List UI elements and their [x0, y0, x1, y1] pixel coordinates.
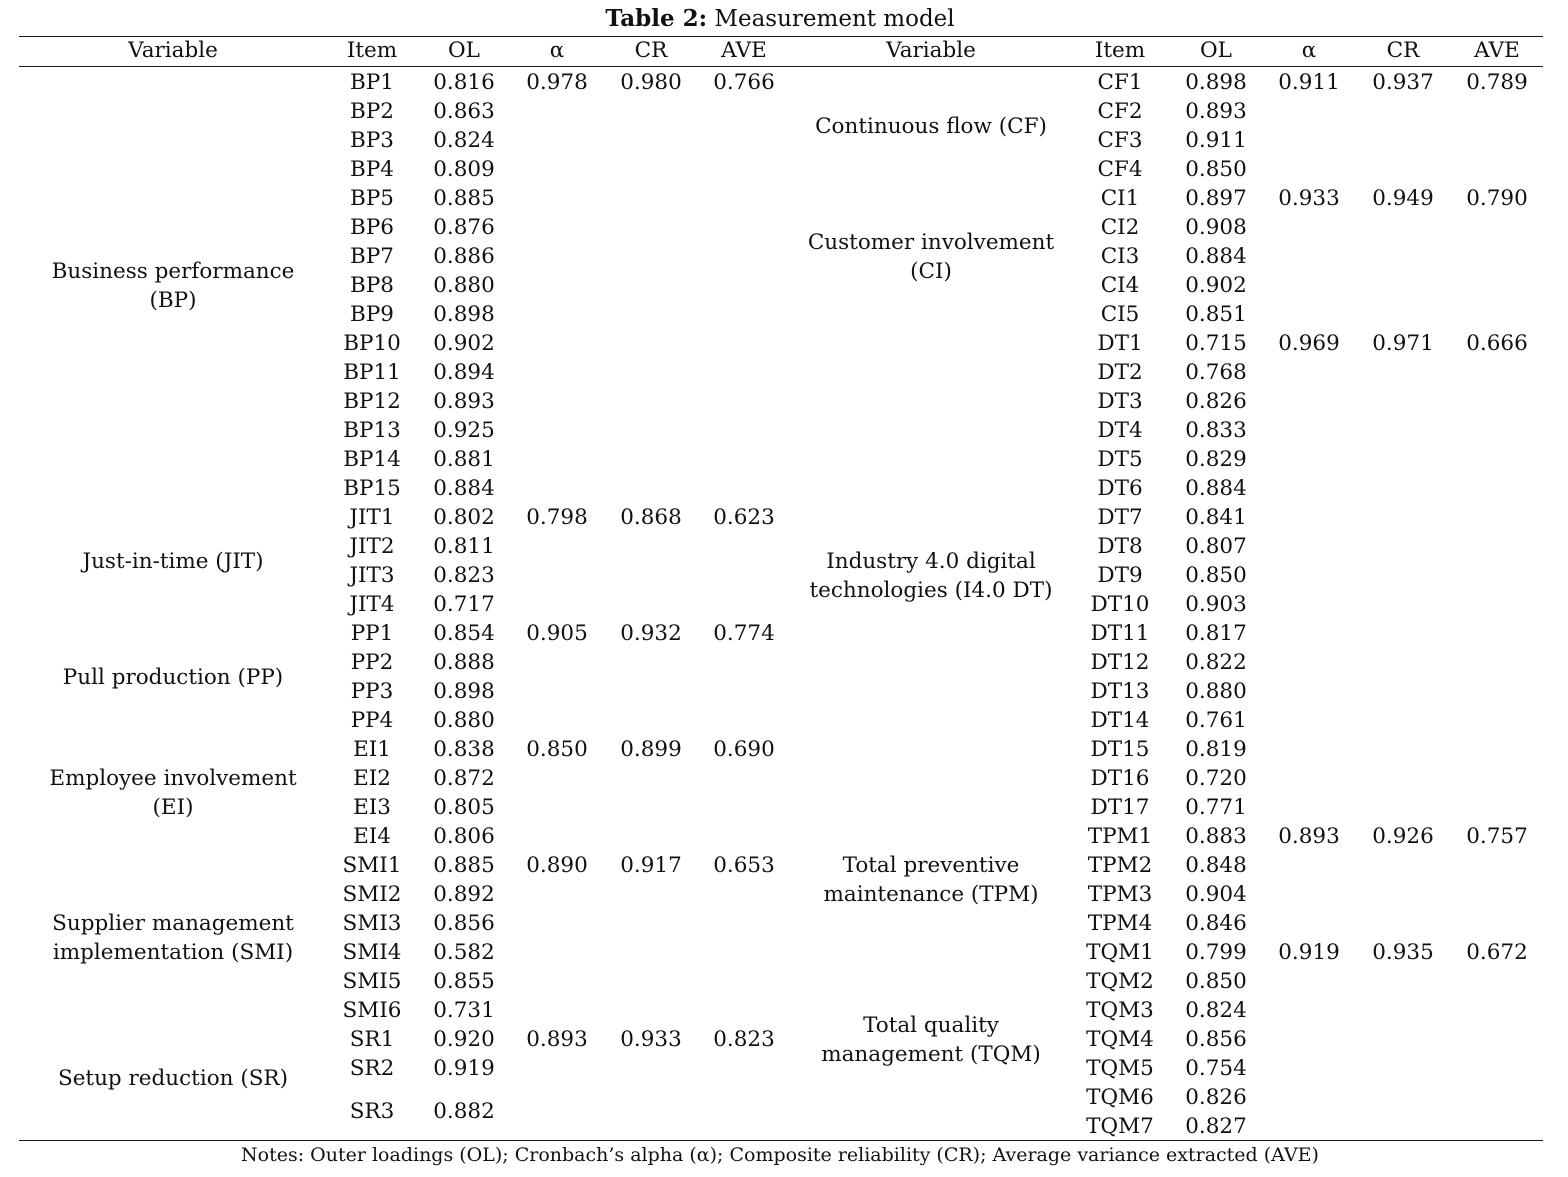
right-item-cell: DT10	[1090, 592, 1150, 617]
right-ol-cell: 0.897	[1185, 186, 1247, 211]
variable-label-line: maintenance (TPM)	[823, 882, 1039, 907]
left-item-cell: BP11	[343, 360, 401, 385]
right-item-cell: CF2	[1097, 99, 1143, 124]
right-ave-cell: 0.666	[1466, 331, 1528, 356]
left-item-cell: JIT4	[349, 592, 395, 617]
right-item-cell: DT13	[1090, 679, 1150, 704]
left-ol-cell: 0.806	[433, 824, 495, 849]
right-ol-cell: 0.826	[1185, 389, 1247, 414]
right-ol-cell: 0.904	[1185, 882, 1247, 907]
right-ave-cell: 0.672	[1466, 940, 1528, 965]
right-item-cell: CI4	[1100, 273, 1140, 298]
right-ol-cell: 0.771	[1185, 795, 1247, 820]
right-ol-cell: 0.833	[1185, 418, 1247, 443]
right-item-cell: DT4	[1097, 418, 1143, 443]
left-ol-cell: 0.717	[433, 592, 495, 617]
header-ave-2: AVE	[1474, 38, 1520, 63]
left-item-cell: SMI6	[342, 998, 402, 1023]
right-alpha-cell: 0.919	[1278, 940, 1340, 965]
variable-label-line: (BP)	[149, 287, 197, 313]
left-ol-cell: 0.902	[433, 331, 495, 356]
right-ol-cell: 0.819	[1185, 737, 1247, 762]
left-cr-cell: 0.933	[620, 1027, 682, 1052]
left-item-cell: SMI3	[342, 911, 402, 936]
caption-label: Table 2:	[605, 5, 708, 32]
left-ol-cell: 0.892	[433, 882, 495, 907]
right-ol-cell: 0.850	[1185, 969, 1247, 994]
right-item-cell: DT7	[1097, 505, 1143, 530]
right-variable-label	[791, 329, 1071, 822]
right-ol-cell: 0.848	[1185, 853, 1247, 878]
right-ol-cell: 0.911	[1185, 128, 1247, 153]
left-ol-cell: 0.893	[433, 389, 495, 414]
header-item: Item	[346, 38, 398, 63]
variable-label-line: Industry 4.0 digital	[826, 548, 1036, 574]
right-ol-cell: 0.720	[1185, 766, 1247, 791]
left-item-cell: EI1	[353, 737, 391, 762]
left-cr-cell: 0.868	[620, 505, 682, 530]
right-ol-cell: 0.884	[1185, 244, 1247, 269]
header-ol-2: OL	[1200, 38, 1232, 63]
header-ave: AVE	[721, 38, 767, 63]
left-item-cell: BP8	[350, 273, 394, 298]
left-item-cell: JIT3	[349, 563, 395, 588]
left-item-cell: BP7	[350, 244, 394, 269]
left-item-cell: BP2	[350, 99, 394, 124]
left-alpha-cell: 0.798	[526, 505, 588, 530]
right-ol-cell: 0.826	[1185, 1085, 1247, 1110]
left-item-cell: SMI5	[342, 969, 402, 994]
variable-label-line: Total quality	[863, 1012, 999, 1038]
left-item-cell: EI4	[353, 824, 391, 849]
left-ol-cell: 0.863	[433, 99, 495, 124]
left-item-cell: BP1	[350, 70, 394, 95]
left-alpha-cell: 0.893	[526, 1027, 588, 1052]
variable-label-line: Just-in-time (JIT)	[82, 548, 264, 574]
left-ol-cell: 0.731	[433, 998, 495, 1023]
right-item-cell: CI2	[1100, 215, 1140, 240]
right-variable-label	[791, 184, 1071, 329]
left-ol-cell: 0.919	[433, 1056, 495, 1081]
variable-label-line: (CI)	[910, 258, 952, 284]
right-ol-cell: 0.827	[1185, 1114, 1247, 1139]
variable-label-line: implementation (SMI)	[52, 940, 294, 965]
left-ol-cell: 0.854	[433, 621, 495, 646]
right-item-cell: DT6	[1097, 476, 1143, 501]
left-cr-cell: 0.980	[620, 70, 682, 95]
left-variable-label	[23, 619, 323, 735]
right-ave-cell: 0.757	[1466, 824, 1528, 849]
left-item-cell: EI3	[353, 795, 391, 820]
left-item-cell: BP5	[350, 186, 394, 211]
right-item-cell: DT16	[1090, 766, 1150, 791]
left-ol-cell: 0.925	[433, 418, 495, 443]
left-item-cell: PP2	[350, 650, 394, 675]
left-item-cell: PP1	[350, 621, 394, 646]
right-item-cell: DT15	[1090, 737, 1150, 762]
right-ol-cell: 0.902	[1185, 273, 1247, 298]
right-item-cell: DT1	[1097, 331, 1143, 356]
left-ol-cell: 0.880	[433, 273, 495, 298]
left-item-cell: SMI2	[342, 882, 402, 907]
header-cr-2: CR	[1386, 38, 1420, 63]
left-alpha-cell: 0.850	[526, 737, 588, 762]
right-ol-cell: 0.754	[1185, 1056, 1247, 1081]
right-item-cell: DT5	[1097, 447, 1143, 472]
right-ave-cell: 0.790	[1466, 186, 1528, 211]
right-item-cell: DT8	[1097, 534, 1143, 559]
header-variable: Variable	[128, 38, 218, 63]
left-ol-cell: 0.838	[433, 737, 495, 762]
left-variable-label	[23, 851, 323, 1025]
right-item-cell: DT9	[1097, 563, 1143, 588]
left-ol-cell: 0.886	[433, 244, 495, 269]
variable-label-line: Continuous flow (CF)	[815, 113, 1047, 139]
left-variable-label	[23, 1025, 323, 1132]
left-ol-cell: 0.856	[433, 911, 495, 936]
right-item-cell: TPM3	[1087, 882, 1153, 907]
left-item-cell: JIT2	[349, 534, 395, 559]
right-alpha-cell: 0.933	[1278, 186, 1340, 211]
right-alpha-cell: 0.911	[1278, 70, 1340, 95]
header-alpha-2: α	[1301, 38, 1317, 63]
left-variable-label	[23, 503, 323, 619]
right-ol-cell: 0.908	[1185, 215, 1247, 240]
variable-label-line: Pull production (PP)	[62, 664, 284, 690]
header-alpha: α	[549, 38, 565, 63]
left-item-cell: BP15	[343, 476, 401, 501]
right-variable-label	[791, 822, 1071, 938]
right-ol-cell: 0.851	[1185, 302, 1247, 327]
right-variable-label	[791, 938, 1071, 1141]
left-ave-cell: 0.823	[713, 1027, 775, 1052]
right-cr-cell: 0.949	[1372, 186, 1434, 211]
right-ol-cell: 0.883	[1185, 824, 1247, 849]
right-item-cell: CI1	[1100, 186, 1140, 211]
variable-label-line: Employee involvement	[49, 766, 297, 791]
right-item-cell: DT12	[1090, 650, 1150, 675]
right-item-cell: TQM5	[1086, 1056, 1154, 1081]
left-alpha-cell: 0.978	[526, 70, 588, 95]
right-item-cell: TQM6	[1086, 1085, 1154, 1110]
left-ol-cell: 0.876	[433, 215, 495, 240]
right-item-cell: CI3	[1100, 244, 1140, 269]
left-item-cell: EI2	[353, 766, 391, 791]
left-item-cell: BP13	[343, 418, 401, 443]
right-ol-cell: 0.846	[1185, 911, 1247, 936]
left-item-cell: SMI1	[342, 853, 402, 878]
left-cr-cell: 0.899	[620, 737, 682, 762]
caption-title: Measurement model	[714, 6, 955, 32]
left-ave-cell: 0.653	[713, 853, 775, 878]
left-ol-cell: 0.811	[433, 534, 495, 559]
right-item-cell: TPM1	[1087, 824, 1153, 849]
right-ol-cell: 0.829	[1185, 447, 1247, 472]
left-ave-cell: 0.766	[713, 70, 775, 95]
right-item-cell: TQM2	[1086, 969, 1154, 994]
left-item-cell: JIT1	[349, 505, 395, 530]
left-ol-cell: 0.816	[433, 70, 495, 95]
variable-label-line: Supplier management	[52, 911, 294, 936]
left-ol-cell: 0.809	[433, 157, 495, 182]
left-ave-cell: 0.774	[713, 621, 775, 646]
left-alpha-cell: 0.905	[526, 621, 588, 646]
left-ol-cell: 0.824	[433, 128, 495, 153]
left-ol-cell: 0.920	[433, 1027, 495, 1052]
left-item-cell: SR2	[349, 1056, 395, 1081]
right-cr-cell: 0.937	[1372, 70, 1434, 95]
left-ol-cell: 0.582	[433, 940, 495, 965]
left-item-cell: BP4	[350, 157, 394, 182]
left-item-cell: BP6	[350, 215, 394, 240]
right-ol-cell: 0.884	[1185, 476, 1247, 501]
right-ol-cell: 0.824	[1185, 998, 1247, 1023]
right-ol-cell: 0.856	[1185, 1027, 1247, 1052]
right-item-cell: CF3	[1097, 128, 1143, 153]
right-item-cell: CF4	[1097, 157, 1143, 182]
right-alpha-cell: 0.969	[1278, 331, 1340, 356]
left-ol-cell: 0.898	[433, 302, 495, 327]
right-alpha-cell: 0.893	[1278, 824, 1340, 849]
right-ol-cell: 0.822	[1185, 650, 1247, 675]
left-item-cell: BP3	[350, 128, 394, 153]
left-variable-label	[23, 68, 323, 503]
right-variable-label	[791, 68, 1071, 184]
left-ol-cell: 0.885	[433, 853, 495, 878]
table-notes: Notes: Outer loadings (OL); Cronbach’s alpha (α); Composite reliability (CR); Average variance extracted (AVE)	[241, 1144, 1319, 1166]
right-item-cell: CI5	[1100, 302, 1140, 327]
right-item-cell: TPM4	[1087, 911, 1153, 936]
left-item-cell: SR1	[349, 1027, 395, 1052]
right-ol-cell: 0.850	[1185, 157, 1247, 182]
left-item-cell: BP10	[343, 331, 401, 356]
variable-label-line: Business performance	[51, 258, 295, 284]
left-item-cell: PP4	[350, 708, 394, 733]
right-ol-cell: 0.903	[1185, 592, 1247, 617]
left-item-cell: SMI4	[342, 940, 402, 965]
variable-label-line: technologies (I4.0 DT)	[809, 577, 1053, 603]
left-ol-cell: 0.888	[433, 650, 495, 675]
left-item-cell: SR3	[349, 1099, 395, 1124]
left-ol-cell: 0.855	[433, 969, 495, 994]
left-item-cell: PP3	[350, 679, 394, 704]
header-item-2: Item	[1094, 38, 1146, 63]
variable-label-line: Customer involvement	[807, 229, 1055, 255]
left-variable-label	[23, 735, 323, 851]
variable-label-line: management (TQM)	[821, 1041, 1041, 1067]
right-ol-cell: 0.841	[1185, 505, 1247, 530]
right-cr-cell: 0.971	[1372, 331, 1434, 356]
header-ol: OL	[448, 38, 480, 63]
left-ol-cell: 0.881	[433, 447, 495, 472]
left-alpha-cell: 0.890	[526, 853, 588, 878]
right-ave-cell: 0.789	[1466, 70, 1528, 95]
right-item-cell: TQM1	[1086, 940, 1154, 965]
right-ol-cell: 0.761	[1185, 708, 1247, 733]
right-item-cell: TPM2	[1087, 853, 1153, 878]
right-item-cell: DT14	[1090, 708, 1150, 733]
left-ol-cell: 0.885	[433, 186, 495, 211]
left-ol-cell: 0.882	[433, 1099, 495, 1124]
header-cr: CR	[634, 38, 668, 63]
right-ol-cell: 0.768	[1185, 360, 1247, 385]
variable-label-line: Setup reduction (SR)	[57, 1066, 289, 1091]
right-ol-cell: 0.880	[1185, 679, 1247, 704]
left-ol-cell: 0.898	[433, 679, 495, 704]
left-ol-cell: 0.823	[433, 563, 495, 588]
left-ave-cell: 0.623	[713, 505, 775, 530]
right-item-cell: TQM7	[1086, 1114, 1154, 1139]
right-item-cell: CF1	[1097, 70, 1143, 95]
right-item-cell: DT3	[1097, 389, 1143, 414]
left-cr-cell: 0.917	[620, 853, 682, 878]
right-item-cell: DT11	[1090, 621, 1150, 646]
right-ol-cell: 0.898	[1185, 70, 1247, 95]
right-ol-cell: 0.817	[1185, 621, 1247, 646]
right-item-cell: DT2	[1097, 360, 1143, 385]
variable-label-line: Total preventive	[842, 853, 1020, 878]
left-item-cell: BP12	[343, 389, 401, 414]
left-item-cell: BP9	[350, 302, 394, 327]
right-ol-cell: 0.799	[1185, 940, 1247, 965]
right-cr-cell: 0.926	[1372, 824, 1434, 849]
left-ol-cell: 0.872	[433, 766, 495, 791]
right-ol-cell: 0.850	[1185, 563, 1247, 588]
left-ave-cell: 0.690	[713, 737, 775, 762]
left-ol-cell: 0.880	[433, 708, 495, 733]
right-cr-cell: 0.935	[1372, 940, 1434, 965]
right-ol-cell: 0.807	[1185, 534, 1247, 559]
right-item-cell: TQM4	[1086, 1027, 1154, 1052]
left-item-cell: BP14	[343, 447, 401, 472]
right-item-cell: TQM3	[1086, 998, 1154, 1023]
left-ol-cell: 0.805	[433, 795, 495, 820]
left-ol-cell: 0.884	[433, 476, 495, 501]
left-cr-cell: 0.932	[620, 621, 682, 646]
right-ol-cell: 0.893	[1185, 99, 1247, 124]
header-variable-2: Variable	[886, 38, 976, 63]
left-ol-cell: 0.894	[433, 360, 495, 385]
right-ol-cell: 0.715	[1185, 331, 1247, 356]
variable-label-line: (EI)	[152, 795, 194, 820]
right-item-cell: DT17	[1090, 795, 1150, 820]
left-ol-cell: 0.802	[433, 505, 495, 530]
